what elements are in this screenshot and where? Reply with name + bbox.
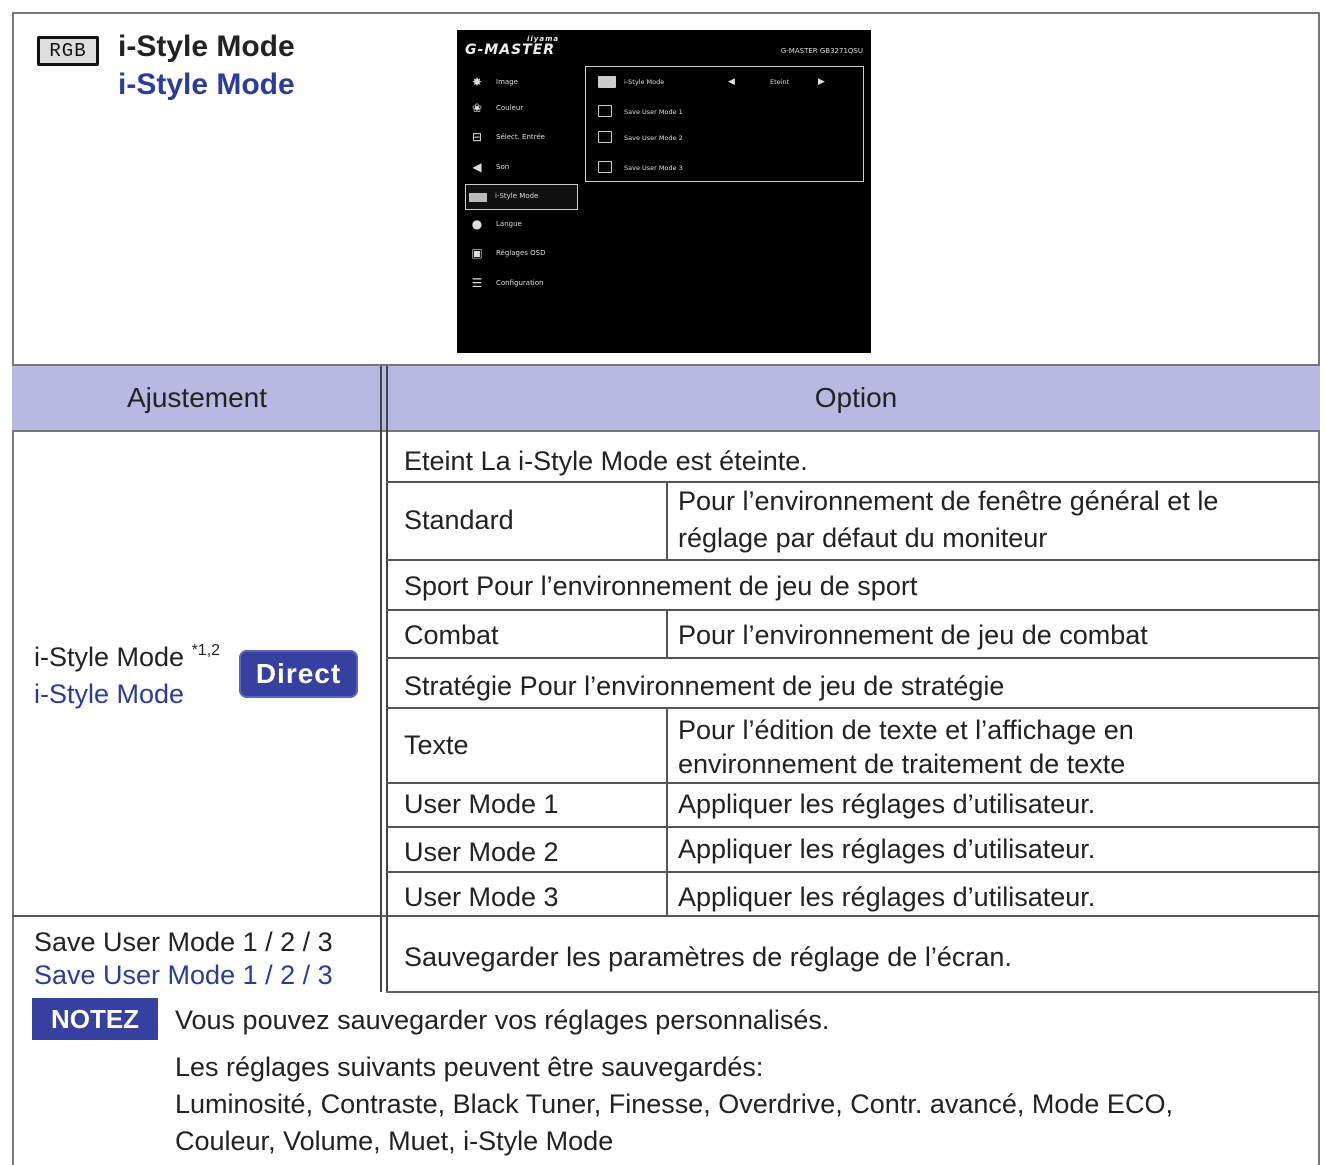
row-line xyxy=(386,609,1320,611)
option-name: Standard xyxy=(404,505,514,535)
osd-menu-item-osd[interactable]: ▣ Réglages OSD xyxy=(471,246,546,260)
table-row: Eteint La i-Style Mode est éteinte. xyxy=(404,446,808,476)
row-line xyxy=(386,782,1320,784)
rgb-icon xyxy=(469,193,487,202)
row-line xyxy=(386,871,1320,873)
option-name: User Mode 3 xyxy=(404,882,559,912)
row-line xyxy=(386,481,1320,483)
note-line: Les réglages suivants peuvent être sauvegardés: xyxy=(175,1052,764,1082)
option-name: Texte xyxy=(404,730,469,760)
input-select-icon: ⊟ xyxy=(471,130,483,144)
note-line: Vous pouvez sauvegarder vos réglages personnalisés. xyxy=(175,1005,830,1035)
option-desc: Pour l’environnement de fenêtre général et le xyxy=(678,486,1219,516)
right-arrow-icon[interactable]: ▶ xyxy=(818,77,825,87)
image-icon: ✸ xyxy=(471,75,483,89)
osd-menu-item-istyle[interactable]: i-Style Mode xyxy=(465,184,578,210)
row-line xyxy=(386,826,1320,828)
option-name: User Mode 2 xyxy=(404,837,559,867)
column-divider xyxy=(386,366,388,992)
row-line xyxy=(386,991,1320,993)
option-name: User Mode 1 xyxy=(404,789,559,819)
osd-model: G-MASTER GB3271QSU xyxy=(780,47,863,55)
rgb-icon xyxy=(37,36,99,66)
table-row: Sport Pour l’environnement de jeu de sport xyxy=(404,571,918,601)
option-desc: Pour l’environnement de jeu de combat xyxy=(678,620,1148,650)
table-header xyxy=(12,366,1320,432)
osd-brand-small: iiyama xyxy=(527,35,560,43)
osd-screenshot xyxy=(457,30,871,353)
sound-icon: ◀ xyxy=(472,160,482,174)
color-icon: ❀ xyxy=(471,101,483,115)
page-title: i-Style Mode xyxy=(118,30,295,63)
rgb-icon xyxy=(598,76,616,88)
column-divider xyxy=(666,482,668,560)
osd-sub-value: Eteint xyxy=(770,78,790,86)
osd-menu-item-config[interactable]: ☰ Configuration xyxy=(471,276,544,290)
column-divider xyxy=(666,708,668,916)
osd-sub-save3[interactable]: Save User Mode 3 xyxy=(598,159,858,177)
row-line xyxy=(12,915,1320,917)
direct-badge: Direct xyxy=(239,650,358,698)
note-line: Couleur, Volume, Muet, i-Style Mode xyxy=(175,1126,614,1156)
osd-sub-save2[interactable]: Save User Mode 2 xyxy=(598,129,858,147)
option-desc: réglage par défaut du moniteur xyxy=(678,523,1048,553)
osd-menu-item-input[interactable]: ⊟ Sélect. Entrée xyxy=(471,130,545,144)
option-desc: Appliquer les réglages d’utilisateur. xyxy=(678,882,1096,912)
column-divider xyxy=(666,610,668,658)
osd-sub-istyle[interactable]: i-Style Mode ◀ Eteint ▶ xyxy=(598,73,858,91)
rgb-badge-text: RGB xyxy=(40,39,96,63)
col-header-adjust: Ajustement xyxy=(126,382,268,413)
row-line xyxy=(386,707,1320,709)
configuration-icon: ☰ xyxy=(471,276,483,290)
col-header-option: Option xyxy=(814,382,898,413)
osd-brand: G-MASTER iiyama xyxy=(465,35,560,58)
page-subtitle: i-Style Mode xyxy=(118,68,295,101)
osd-menu-item-couleur[interactable]: ❀ Couleur xyxy=(471,101,524,115)
osd-menu-item-langue[interactable]: ● Langue xyxy=(471,217,522,231)
osd-menu-item-image[interactable]: ✸ Image xyxy=(471,75,518,89)
option-name: Combat xyxy=(404,620,499,650)
footnote-mark: *1,2 xyxy=(191,642,221,659)
osd-sub-save1[interactable]: Save User Mode 1 xyxy=(598,103,858,121)
table-row: Stratégie Pour l’environnement de jeu de stratégie xyxy=(404,671,1005,701)
row-line xyxy=(386,657,1320,659)
save-desc: Sauvegarder les paramètres de réglage de l’écran. xyxy=(404,942,1012,972)
save-icon xyxy=(598,105,612,117)
save-sublabel: Save User Mode 1 / 2 / 3 xyxy=(34,960,333,990)
left-arrow-icon[interactable]: ◀ xyxy=(728,77,735,87)
option-desc: Appliquer les réglages d’utilisateur. xyxy=(678,789,1096,819)
option-desc: environnement de traitement de texte xyxy=(678,749,1126,779)
istyle-label: i-Style Mode $^{*1,2}$ xyxy=(34,642,221,672)
save-label: Save User Mode 1 / 2 / 3 xyxy=(34,927,333,957)
save-icon xyxy=(598,161,612,173)
osd-submenu xyxy=(585,66,864,182)
globe-icon: ● xyxy=(471,217,483,231)
osd-settings-icon: ▣ xyxy=(471,246,483,260)
note-line: Luminosité, Contraste, Black Tuner, Finesse, Overdrive, Contr. avancé, Mode ECO, xyxy=(175,1089,1173,1119)
save-icon xyxy=(598,131,612,143)
istyle-sublabel: i-Style Mode xyxy=(34,679,185,709)
option-desc: Appliquer les réglages d’utilisateur. xyxy=(678,834,1096,864)
column-divider xyxy=(380,366,382,992)
note-badge: NOTEZ xyxy=(32,998,158,1040)
option-desc: Pour l’édition de texte et l’affichage en xyxy=(678,715,1134,745)
osd-menu-item-son[interactable]: ◀ Son xyxy=(467,156,577,178)
row-line xyxy=(386,559,1320,561)
